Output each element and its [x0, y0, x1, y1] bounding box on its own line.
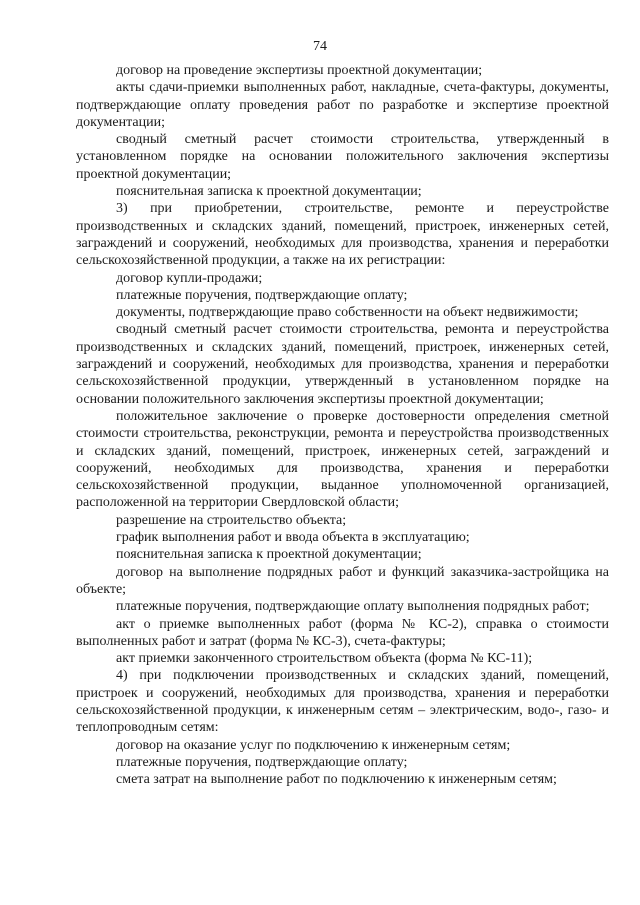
paragraph: 3) при приобретении, строительстве, ремонте и переустройстве производственных и складских зданий, помещений, пристроек, инженерных сетей, заграждений и сооружений, необходимых для производства, хранения и переработки сельскохозяйственной продукции, а также на их регистрации: [76, 201, 609, 269]
paragraph: платежные поручения, подтверждающие оплату; [116, 287, 408, 303]
paragraph: пояснительная записка к проектной документации; [116, 547, 422, 563]
paragraph: договор на проведение экспертизы проектной документации; [116, 63, 483, 78]
document-body [76, 62, 609, 788]
paragraph: сводный сметный расчет стоимости строительства, утвержденный в установленном порядке на основании положительного заключения экспертизы проектной документации; [76, 132, 609, 182]
paragraph: разрешение на строительство объекта; [116, 512, 347, 528]
paragraph: график выполнения работ и ввода объекта в эксплуатацию; [116, 530, 470, 546]
paragraph: сводный сметный расчет стоимости строительства, ремонта и переустройства производственных и складских зданий, помещений, пристроек, инженерных сетей, заграждений и сооружений, необходимых для производства, хранения и переработки сельскохозяйственной продукции, утвержденный в установленном порядке на основании положительного заключения экспертизы проектной документации; [76, 322, 609, 407]
paragraph: акт приемки законченного строительством объекта (форма № КС-11); [116, 651, 533, 667]
paragraph: акты сдачи-приемки выполненных работ, накладные, счета-фактуры, документы, подтверждающие оплату проведения работ по разработке и экспертизе проектной документации; [76, 80, 609, 130]
paragraph: 4) при подключении производственных и складских зданий, помещений, пристроек и сооружений, необходимых для производства, хранения и переработки сельскохозяйственной продукции, к инженерным сетям – электрическим, водо-, газо- и теплопроводным сетям: [76, 668, 609, 736]
paragraph: договор на выполнение подрядных работ и функций заказчика-застройщика на объекте; [76, 564, 609, 597]
paragraph: документы, подтверждающие право собственности на объект недвижимости; [116, 305, 579, 321]
paragraph: договор купли-продажи; [116, 270, 263, 286]
paragraph: смета затрат на выполнение работ по подключению к инженерным сетям; [116, 772, 557, 788]
paragraph: положительное заключение о проверке достоверности определения сметной стоимости строительства, реконструкции, ремонта и переустройства производственных и складских зданий, помещений, пристроек, инженерных сетей, заграждений и сооружений, необходимых для производства, хранения и переработки сельскохозяйственной продукции, выданное уполномоченной организацией, расположенной на территории Свердловской области; [76, 408, 609, 511]
page-number: 74 [313, 39, 327, 54]
paragraph: платежные поручения, подтверждающие оплату выполнения подрядных работ; [116, 599, 590, 615]
paragraph: пояснительная записка к проектной документации; [116, 184, 422, 200]
paragraph: платежные поручения, подтверждающие оплату; [116, 754, 408, 770]
paragraph: акт о приемке выполненных работ (форма № КС-2), справка о стоимости выполненных работ и затрат (форма № КС-3), счета-фактуры; [76, 616, 609, 649]
paragraph: договор на оказание услуг по подключению к инженерным сетям; [116, 737, 511, 753]
